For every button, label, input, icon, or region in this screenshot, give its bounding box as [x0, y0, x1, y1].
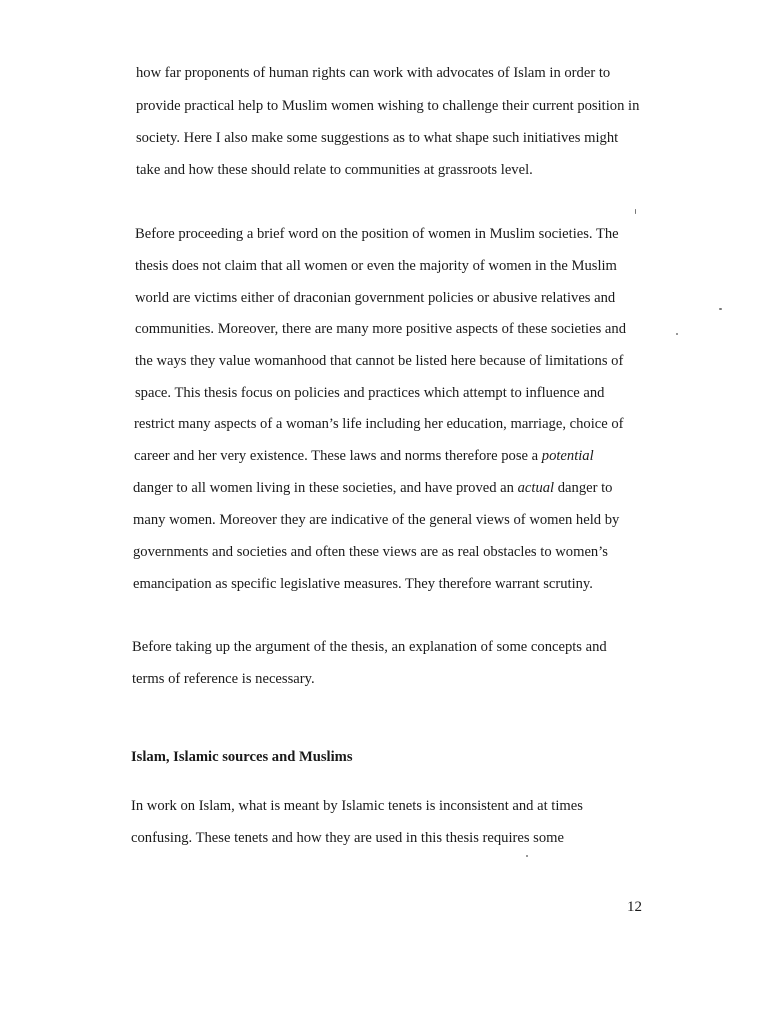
- paragraph-3-line-1: Before taking up the argument of the thesis, an explanation of some concepts and: [132, 639, 607, 655]
- paragraph-2-line-9-text: danger to all women living in these societies, and have proved an: [133, 480, 518, 496]
- paragraph-2-line-6: space. This thesis focus on policies and practices which attempt to influence and: [135, 385, 605, 401]
- paragraph-1-line-1: how far proponents of human rights can work with advocates of Islam in order to: [136, 65, 611, 81]
- paragraph-3-line-2: terms of reference is necessary.: [132, 671, 315, 687]
- paragraph-2-line-8-text: career and her very existence. These laws and norms therefore pose a: [134, 448, 542, 464]
- paragraph-2-line-9: [133, 479, 612, 497]
- emphasis-potential: potential: [541, 448, 594, 464]
- paragraph-4-line-2: confusing. These tenets and how they are used in this thesis requires some: [131, 830, 564, 846]
- paragraph-2-line-11: governments and societies and often these views are as real obstacles to women’s: [133, 544, 608, 560]
- paragraph-2-line-8: [134, 447, 594, 465]
- section-heading: Islam, Islamic sources and Muslims: [131, 749, 353, 765]
- paragraph-1-line-3: society. Here I also make some suggestions as to what shape such initiatives might: [136, 130, 619, 146]
- emphasis-actual: actual: [517, 480, 555, 496]
- paragraph-2-line-12: emancipation as specific legislative measures. They therefore warrant scrutiny.: [133, 576, 593, 592]
- paragraph-2-line-5: the ways they value womanhood that cannot be listed here because of limitations of: [135, 353, 624, 369]
- paragraph-2-line-7: restrict many aspects of a woman’s life including her education, marriage, choice of: [134, 416, 624, 432]
- paragraph-1-line-4: take and how these should relate to communities at grassroots level.: [136, 162, 533, 178]
- scan-speck: [719, 308, 722, 310]
- paragraph-2-line-3: world are victims either of draconian government policies or abusive relatives and: [135, 290, 616, 306]
- paragraph-2-line-1: Before proceeding a brief word on the position of women in Muslim societies. The: [135, 226, 619, 242]
- paragraph-2-line-2: thesis does not claim that all women or even the majority of women in the Muslim: [135, 258, 617, 274]
- paragraph-4-line-1: In work on Islam, what is meant by Islamic tenets is inconsistent and at times: [131, 798, 583, 814]
- paragraph-2-line-10: many women. Moreover they are indicative of the general views of women held by: [133, 512, 620, 528]
- scan-speck: [676, 333, 678, 335]
- scan-speck: [635, 209, 636, 214]
- page-number: 12: [627, 899, 642, 915]
- paragraph-1-line-2: provide practical help to Muslim women wishing to challenge their current position in: [136, 98, 640, 114]
- paragraph-2-line-9-tail: danger to: [554, 480, 613, 496]
- paragraph-2-line-4: communities. Moreover, there are many more positive aspects of these societies and: [135, 321, 626, 337]
- scan-speck: [526, 855, 528, 857]
